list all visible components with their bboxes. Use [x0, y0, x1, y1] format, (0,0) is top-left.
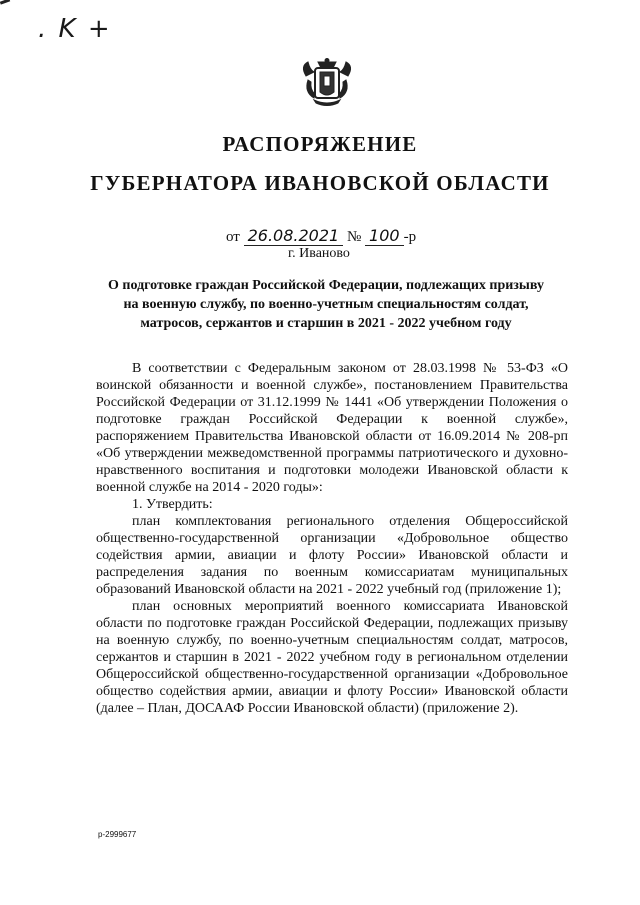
document-subtitle: ГУБЕРНАТОРА ИВАНОВСКОЙ ОБЛАСТИ	[90, 171, 550, 195]
coat-of-arms-icon	[300, 58, 354, 106]
date-number-line	[226, 226, 416, 246]
paragraph: В соответствии с Федеральным законом от 28.03.1998 № 53-ФЗ «О воинской обязанности и военной службе», постановлением Правительства Российской Федерации от 31.12.1999 № 1441 «Об утверждении Положения о подготовке граждан Российской Федерации к военной службе», распоряжением Правительства Ивановской области от 16.09.2014 № 208-рп «Об утверждении межведомственной программы патриотического и духовно-нравственного воспитания и подготовки молодежи Ивановской области к военной службе на 2014 - 2020 годы»:	[96, 361, 568, 495]
document-number: 100	[365, 226, 404, 246]
document-title: РАСПОРЯЖЕНИЕ	[222, 132, 418, 156]
paragraph: план комплектования регионального отделения Общероссийской общественно-государственной организации «Добровольное общество содействия армии, авиации и флоту России» Ивановской области и распределения задания по военным комиссариатам муниципальных образований Ивановской области на 2021 - 2022 учебный год (приложение 1);	[96, 514, 568, 597]
number-suffix: -р	[403, 229, 417, 245]
footer-code: р-2999677	[98, 830, 137, 839]
paragraph: план основных мероприятий военного комиссариата Ивановской области по подготовке граждан Российской Федерации, подлежащих призыву на военную службу, по военно-учетным специальностям солдат, матросов, сержантов и старшин в 2021 - 2022 учебном году в региональном отделении Общероссийской общественно-государственной организации «Добровольное общество содействия армии, авиации и флоту России» Ивановской области (далее – План, ДОСААФ России Ивановской области) (приложение 2).	[96, 599, 568, 716]
document-subject: О подготовке граждан Российской Федерации, подлежащих призыву на военную службу, по военно-учетным специальностям солдат, матросов, сержантов и старшин в 2021 - 2022 учебном году	[108, 278, 544, 331]
document-date: 26.08.2021	[244, 226, 344, 246]
handwritten-mark: . K +	[38, 14, 112, 44]
document-body	[96, 360, 568, 717]
paragraph: 1. Утвердить:	[132, 497, 213, 512]
handwritten-dash	[0, 0, 10, 5]
date-prefix: от	[226, 229, 240, 245]
number-sign: №	[346, 229, 362, 245]
document-city: г. Иваново	[288, 246, 350, 261]
